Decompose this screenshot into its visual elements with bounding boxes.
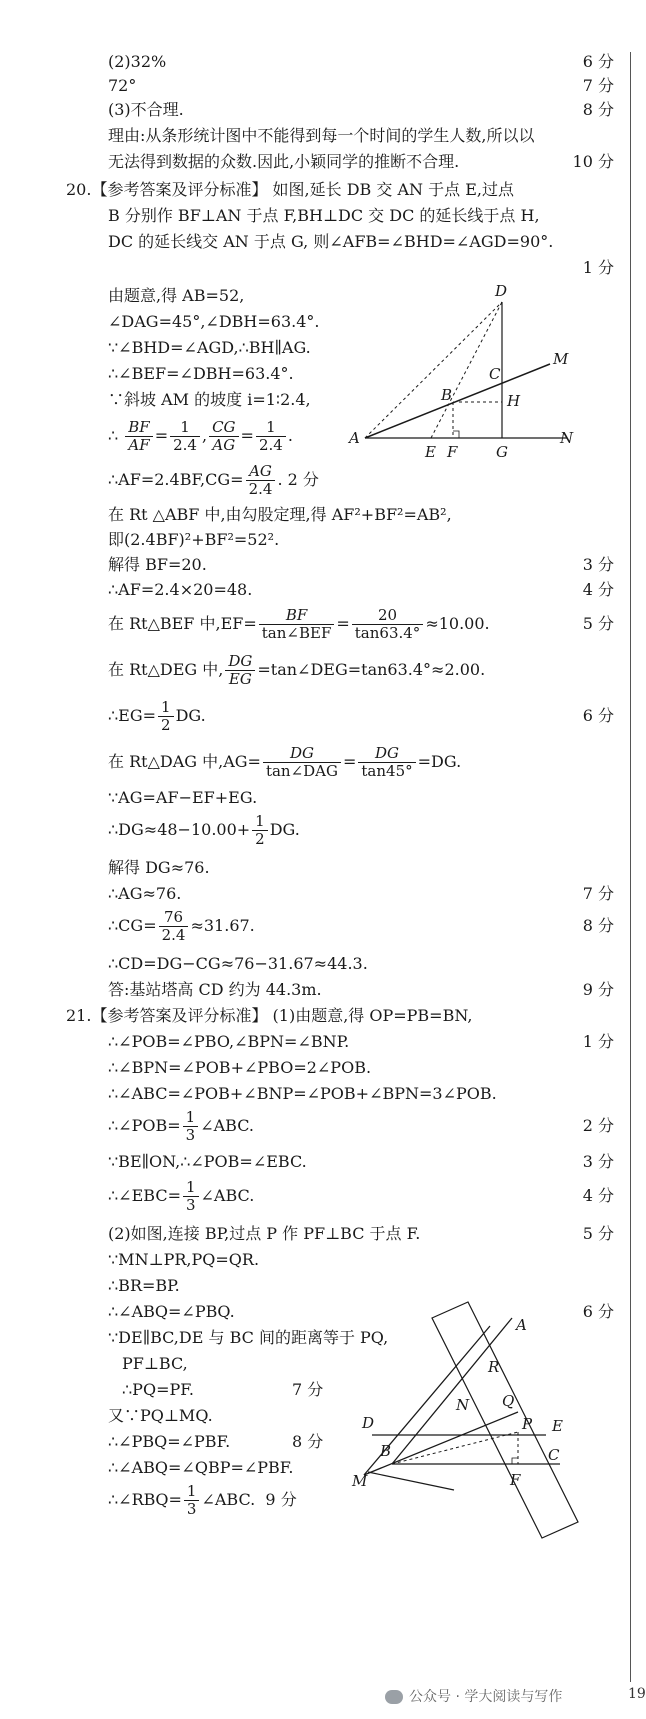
label-a: A [349,429,360,447]
rbq-line: ∴∠RBQ= $\frac{1}{3}$ ∠ABC. 9 分 [108,1482,297,1518]
right-margin-rule [630,52,631,1682]
text-line: 在 Rt △ABF 中,由勾股定理,得 AF²+BF²=AB², [108,505,452,524]
slope-ratio-line: ∴ $\frac{BF}{AF}$ = $\frac{1}{2.4}$ , $\frac{CG}{AG}$ = $\frac{1}{2.4}$ . [108,418,293,454]
text-line: ∴∠BEF=∠DBH=63.4°. [108,364,294,383]
ruler-edge [368,1472,454,1490]
score-label: 4 分 [582,1186,614,1205]
text-line: B 分别作 BF⊥AN 于点 F,BH⊥DC 交 DC 的延长线于点 H, [108,206,540,225]
wechat-icon [385,1690,403,1704]
text-line: (3)不合理. [108,100,184,119]
label-d: D [362,1414,375,1432]
label-b: B [380,1442,392,1460]
slope-line [365,364,550,438]
label-e: E [552,1417,563,1435]
text-line: ∴∠PBQ=∠PBF. [108,1432,231,1451]
question-21-header: 21.【参考答案及评分标准】 (1)由题意,得 OP=PB=BN, [66,1006,473,1025]
figure-slope-tower [345,280,580,465]
label-a: A [516,1316,527,1334]
text-line: ∵∠BHD=∠AGD,∴BH∥AG. [108,338,311,357]
ef-line: 在 Rt△BEF 中,EF= $\frac{BF}{\text{tan∠BEF}}$ = $\frac{20}{\tan 63.4^\circ}$ ≈10.00. [108,606,490,642]
ag-line: 在 Rt△DAG 中,AG= $\frac{DG}{\text{tan∠DAG}}$ = $\frac{DG}{\tan 45^\circ}$ =DG. [108,744,462,780]
score-label: 10 分 [572,152,614,171]
text-line: (2)如图,连接 BP,过点 P 作 PF⊥BC 于点 F. [108,1224,421,1243]
score-label: 7 分 [292,1380,324,1399]
text-line: ∴AG≈76. [108,884,182,903]
score-label: 3 分 [582,1152,614,1171]
question-20-header: 20.【参考答案及评分标准】 如图,延长 DB 交 AN 于点 E,过点 [66,180,514,199]
text-line: ∴∠POB=∠PBO,∠BPN=∠BNP. [108,1032,350,1051]
text-line: ∵AG=AF−EF+EG. [108,788,258,807]
score-label: 2 分 [582,1116,614,1135]
label-f: F [510,1471,521,1489]
dg-equation-line: ∴DG≈48−10.00+ $\frac{1}{2}$ DG. [108,812,300,848]
label-e: E [425,443,436,461]
sight-line-ad [365,302,502,438]
cg-line: ∴CG= $\frac{76}{2.4}$ ≈31.67. [108,908,255,944]
text-line: ∠DAG=45°,∠DBH=63.4°. [108,312,320,331]
answer-line: 答:基站塔高 CD 约为 44.3m. [108,980,322,999]
score-label: 7 分 [582,884,614,903]
label-n: N [456,1396,470,1414]
score-label: 5 分 [582,614,614,633]
text-line: 又∵PQ⊥MQ. [108,1406,213,1425]
text-line: ∴∠ABQ=∠PBQ. [108,1302,235,1321]
text-line: ∴∠ABC=∠POB+∠BNP=∠POB+∠BPN=3∠POB. [108,1084,497,1103]
score-label: 6 分 [582,52,614,71]
figure-ruler-angle [350,1310,590,1540]
text-line: ∴PQ=PF. [122,1380,194,1399]
text-line: 由题意,得 AB=52, [108,286,245,305]
text-line: ∴CD=DG−CG≈76−31.67≈44.3. [108,954,368,973]
text-line: 即(2.4BF)²+BF²=52². [108,530,280,549]
text-line: 理由:从条形统计图中不能得到每一个时间的学生人数,所以以 [108,126,535,145]
text-line: (2)32% [108,52,167,71]
score-label: 5 分 [582,1224,614,1243]
text-line: 解得 DG≈76. [108,858,210,877]
text-line: ∴∠BPN=∠POB+∠PBO=2∠POB. [108,1058,372,1077]
text-line: 72° [108,76,137,95]
text-line: ∴∠ABQ=∠QBP=∠PBF. [108,1458,294,1477]
dg-eg-line: 在 Rt△DEG 中, $\frac{DG}{EG}$ =tan∠DEG=tan63.4°≈2.00. [108,652,486,688]
watermark: 公众号 · 学大阅读与写作 [385,1686,562,1706]
text-line: ∵DE∥BC,DE 与 BC 间的距离等于 PQ, [108,1328,389,1347]
score-label: 1 分 [582,258,614,277]
label-p: P [522,1415,533,1433]
label-q: Q [502,1392,515,1410]
label-m: M [553,350,569,368]
score-label: 7 分 [582,76,614,95]
label-r: R [488,1358,500,1376]
text-line: ∵MN⊥PR,PQ=QR. [108,1250,260,1269]
text-line: 解得 BF=20. [108,555,207,574]
score-label: 8 分 [582,100,614,119]
text-line: ∴AF=2.4×20=48. [108,580,253,599]
text-line: DC 的延长线交 AN 于点 G, 则∠AFB=∠BHD=∠AGD=90°. [108,232,554,251]
label-h: H [507,392,521,410]
label-b: B [441,386,453,404]
label-n: N [560,429,574,447]
page-number: 19 [628,1686,646,1702]
score-label: 1 分 [582,1032,614,1051]
text-line: 无法得到数据的众数.因此,小颖同学的推断不合理. [108,152,460,171]
label-c: C [489,365,501,383]
score-label: 3 分 [582,555,614,574]
text-line: PF⊥BC, [122,1354,188,1373]
text-line: ∵BE∥ON,∴∠POB=∠EBC. [108,1152,307,1171]
score-label: 4 分 [582,580,614,599]
score-label: 8 分 [582,916,614,935]
text-line: ∵斜坡 AM 的坡度 i=1∶2.4, [108,390,311,409]
text-line: ∴BR=BP. [108,1276,180,1295]
label-g: G [496,443,508,461]
score-label: 6 分 [582,706,614,725]
af-cg-line: ∴AF=2.4BF,CG= $\frac{AG}{2.4}$ . 2 分 [108,462,319,498]
pob-line: ∴∠POB= $\frac{1}{3}$ ∠ABC. [108,1108,254,1144]
ebc-line: ∴∠EBC= $\frac{1}{3}$ ∠ABC. [108,1178,255,1214]
score-label: 9 分 [582,980,614,999]
score-label: 8 分 [292,1432,324,1451]
label-c: C [548,1446,560,1464]
label-f: F [447,443,458,461]
label-m: M [352,1472,368,1490]
score-label: 6 分 [582,1302,614,1321]
label-d: D [495,282,508,300]
eg-line: ∴EG= $\frac{1}{2}$ DG. [108,698,206,734]
